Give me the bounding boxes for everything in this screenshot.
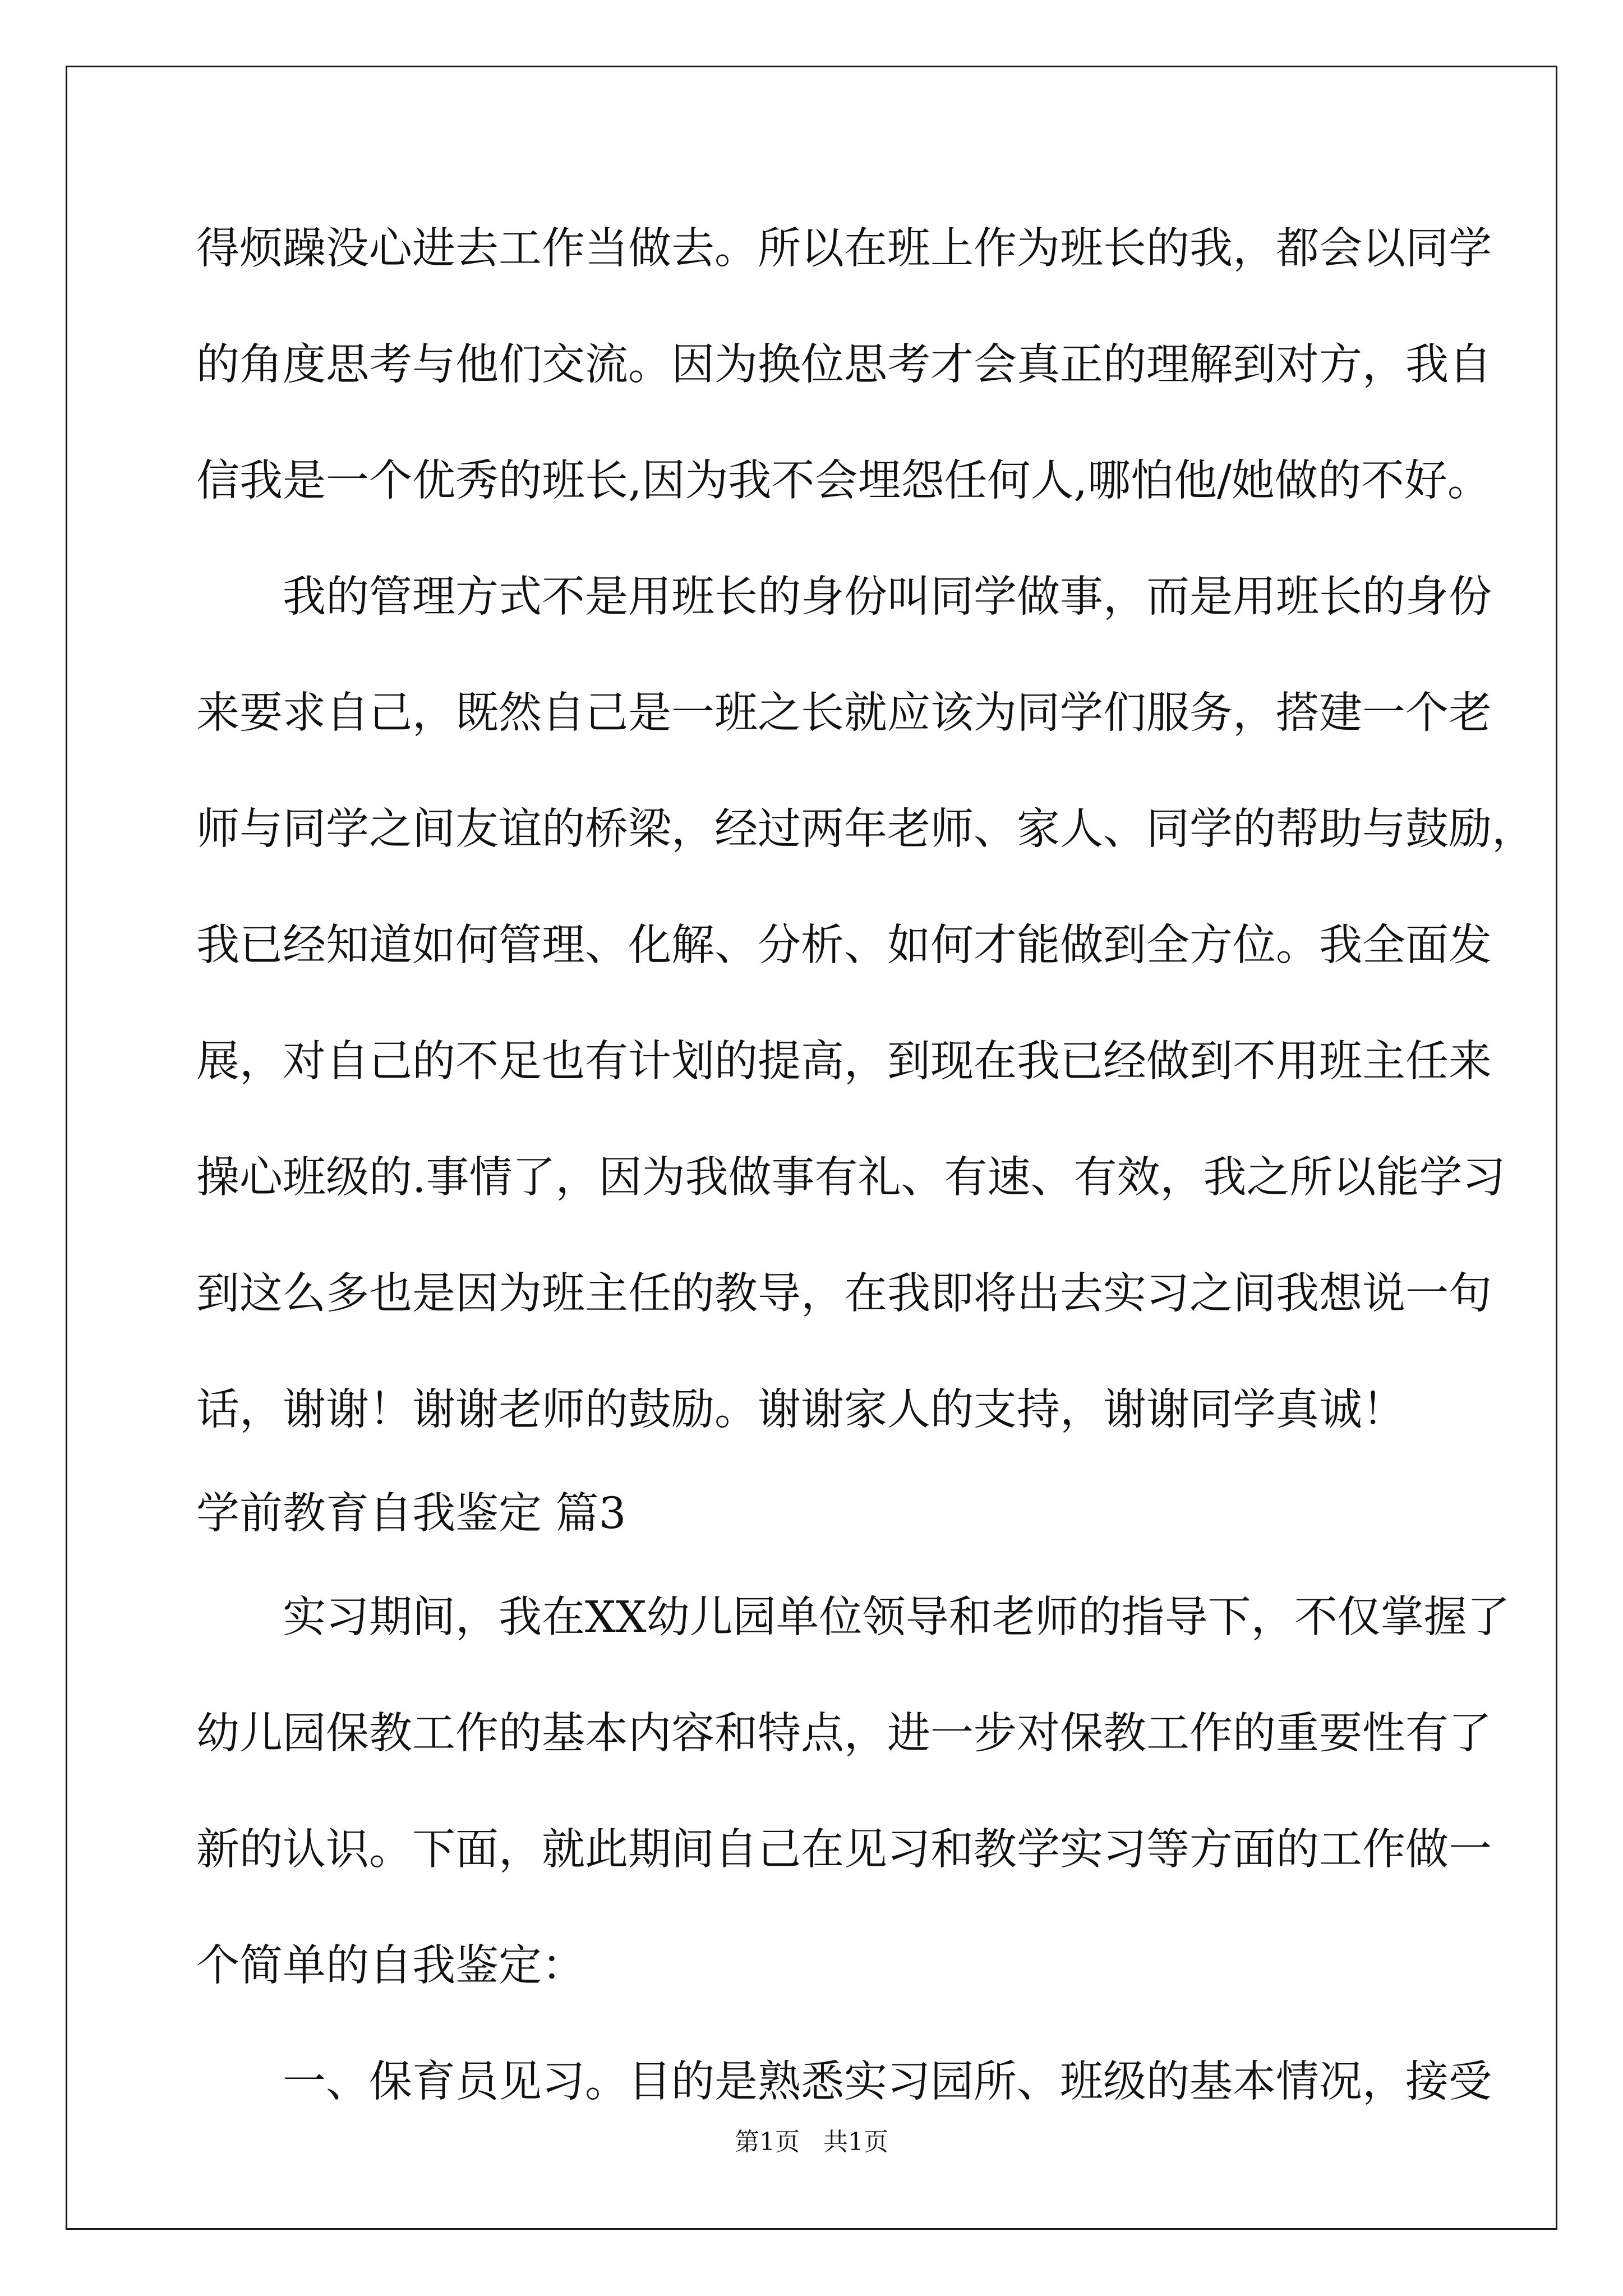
body-line-10: 到这么多也是因为班主任的教导，在我即将出去实习之间我想说一句	[196, 1269, 1492, 1319]
body-line-16: 一、保育员见习。目的是熟悉实习园所、班级的基本情况，接受	[283, 2057, 1492, 2107]
body-line-8: 展，对自己的不足也有计划的提高，到现在我已经做到不用班主任来	[196, 1037, 1492, 1087]
body-line-11: 话，谢谢！谢谢老师的鼓励。谢谢家人的支持，谢谢同学真诚！	[196, 1385, 1405, 1435]
page-border	[66, 66, 1557, 2230]
body-line-7: 我已经知道如何管理、化解、分析、如何才能做到全方位。我全面发	[196, 921, 1492, 970]
body-line-15: 个简单的自我鉴定：	[196, 1941, 585, 1991]
body-line-4: 我的管理方式不是用班长的身份叫同学做事，而是用班长的身份	[283, 572, 1492, 622]
body-line-2: 的角度思考与他们交流。因为换位思考才会真正的理解到对方，我自	[196, 340, 1492, 390]
body-line-3: 信我是一个优秀的班长,因为我不会埋怨任何人,哪怕他/她做的不好。	[196, 456, 1491, 506]
body-line-6: 师与同学之间友谊的桥梁，经过两年老师、家人、同学的帮助与鼓励，	[196, 804, 1535, 854]
body-line-9: 操心班级的.事情了，因为我做事有礼、有速、有效，我之所以能学习	[196, 1153, 1506, 1203]
body-line-1: 得烦躁没心进去工作当做去。所以在班上作为班长的我，都会以同学	[196, 224, 1492, 274]
body-line-5: 来要求自己，既然自己是一班之长就应该为同学们服务，搭建一个老	[196, 688, 1492, 738]
body-line-13: 幼儿园保教工作的基本内容和特点，进一步对保教工作的重要性有了	[196, 1709, 1492, 1759]
page-number-footer: 第1页 共1页	[735, 2128, 888, 2156]
body-line-12: 实习期间，我在XX幼儿园单位领导和老师的指导下，不仅掌握了	[283, 1593, 1510, 1642]
section-heading: 学前教育自我鉴定 篇3	[196, 1489, 626, 1539]
body-line-14: 新的认识。下面，就此期间自己在见习和教学实习等方面的工作做一	[196, 1825, 1492, 1875]
